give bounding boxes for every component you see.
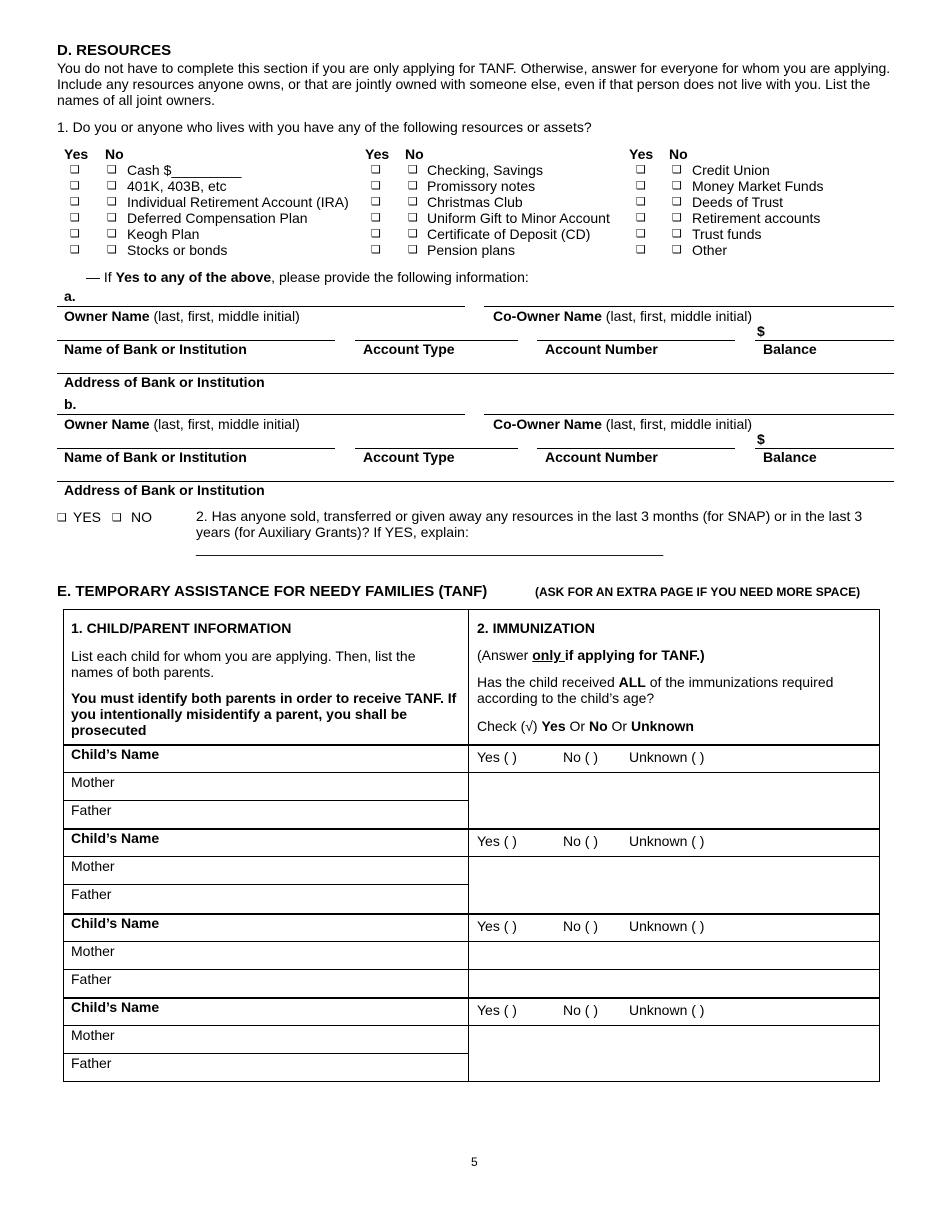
owner-name-label: Owner Name (last, first, middle initial) (64, 416, 300, 432)
no-checkbox[interactable]: ❑ (107, 243, 117, 256)
no-checkbox[interactable]: ❑ (672, 179, 682, 192)
section-d-title: D. RESOURCES (57, 42, 172, 59)
dollar-sign: $ (757, 323, 765, 339)
col1-yes-header: Yes (64, 146, 89, 162)
immunization-header: 2. IMMUNIZATION (477, 620, 595, 636)
bank-name-label: Name of Bank or Institution (64, 341, 247, 357)
resource-label: Other (692, 242, 728, 258)
child-name-field[interactable]: Child’s Name (71, 830, 160, 846)
father-field[interactable]: Father (71, 886, 112, 902)
coowner-name-label: Co-Owner Name (last, first, middle initial) (493, 308, 753, 324)
balance-label: Balance (763, 449, 817, 465)
immunization-no[interactable]: No ( ) (563, 833, 598, 849)
col2-yes-header: Yes (365, 146, 390, 162)
immunization-unknown[interactable]: Unknown ( ) (629, 1002, 705, 1018)
resource-label: Money Market Funds (692, 178, 824, 194)
if-yes-instruction: — If Yes to any of the above, please provide the following information: (86, 269, 529, 285)
question-2: 2. Has anyone sold, transferred or given away any resources in the last 3 months (for SNAP) or in the last 3 years (for Auxiliary Grants)? If YES, explain: ____________________________________________________________ (196, 508, 863, 556)
owner-name-line[interactable] (57, 414, 465, 415)
account-letter: b. (64, 396, 77, 412)
no-checkbox[interactable]: ❑ (672, 243, 682, 256)
question-1: 1. Do you or anyone who lives with you have any of the following resources or assets? (57, 119, 592, 135)
resource-label: Keogh Plan (127, 226, 200, 242)
q2-yes-label: YES (73, 509, 102, 525)
row-divider (63, 884, 468, 885)
resource-label: 401K, 403B, etc (127, 178, 227, 194)
immunization-yes[interactable]: Yes ( ) (477, 833, 517, 849)
row-divider (63, 828, 880, 830)
row-divider (63, 969, 880, 970)
row-divider (63, 941, 880, 942)
yes-checkbox[interactable]: ❑ (636, 211, 646, 224)
father-field[interactable]: Father (71, 1055, 112, 1071)
immunization-yes[interactable]: Yes ( ) (477, 1002, 517, 1018)
account-type-label: Account Type (363, 449, 455, 465)
balance-label: Balance (763, 341, 817, 357)
child-name-field[interactable]: Child’s Name (71, 915, 160, 931)
father-field[interactable]: Father (71, 802, 112, 818)
immunization-check-instruction: Check (√) Yes Or No Or Unknown (477, 718, 694, 734)
resource-label: Uniform Gift to Minor Account (427, 210, 610, 226)
mother-field[interactable]: Mother (71, 943, 115, 959)
child-name-field[interactable]: Child’s Name (71, 746, 160, 762)
resource-label: Cash $_________ (127, 162, 242, 178)
yes-checkbox[interactable]: ❑ (371, 227, 381, 240)
immunization-answer-note: (Answer only if applying for TANF.) (477, 647, 705, 663)
immunization-no[interactable]: No ( ) (563, 749, 598, 765)
yes-checkbox[interactable]: ❑ (636, 227, 646, 240)
immunization-yes[interactable]: Yes ( ) (477, 749, 517, 765)
no-checkbox[interactable]: ❑ (107, 227, 117, 240)
resource-label: Retirement accounts (692, 210, 821, 226)
yes-checkbox[interactable]: ❑ (636, 195, 646, 208)
row-divider (63, 1053, 468, 1054)
address-label: Address of Bank or Institution (64, 482, 265, 498)
q2-no-checkbox[interactable]: ❑ (112, 511, 122, 524)
resource-label: Christmas Club (427, 194, 523, 210)
resource-label: Pension plans (427, 242, 515, 258)
page-number: 5 (471, 1155, 478, 1169)
father-field[interactable]: Father (71, 971, 112, 987)
yes-checkbox[interactable]: ❑ (371, 211, 381, 224)
address-label: Address of Bank or Institution (64, 374, 265, 390)
col2-no-header: No (405, 146, 424, 162)
yes-checkbox[interactable]: ❑ (371, 243, 381, 256)
owner-name-label: Owner Name (last, first, middle initial) (64, 308, 300, 324)
row-divider (63, 856, 880, 857)
yes-checkbox[interactable]: ❑ (70, 227, 80, 240)
yes-checkbox[interactable]: ❑ (70, 211, 80, 224)
row-divider (63, 997, 880, 999)
dollar-sign: $ (757, 431, 765, 447)
account-letter: a. (64, 288, 76, 304)
no-checkbox[interactable]: ❑ (672, 211, 682, 224)
section-d-intro: You do not have to complete this section if you are only applying for TANF. Otherwise, answer for everyone for whom you are applying. Include any resources anyone owns, or that are jointly owned with someone else, even if that person does not live with you. List the names of all joint owners. (57, 60, 891, 108)
col1-no-header: No (105, 146, 124, 162)
row-divider (63, 744, 880, 746)
owner-name-line[interactable] (57, 306, 465, 307)
no-checkbox[interactable]: ❑ (408, 211, 418, 224)
resource-label: Trust funds (692, 226, 762, 242)
yes-checkbox[interactable]: ❑ (70, 163, 80, 176)
col3-yes-header: Yes (629, 146, 654, 162)
col3-no-header: No (669, 146, 688, 162)
coowner-name-label: Co-Owner Name (last, first, middle initial) (493, 416, 753, 432)
no-checkbox[interactable]: ❑ (408, 179, 418, 192)
resource-label: Deferred Compensation Plan (127, 210, 308, 226)
row-divider (63, 772, 880, 773)
no-checkbox[interactable]: ❑ (408, 243, 418, 256)
q2-yes-checkbox[interactable]: ❑ (57, 511, 67, 524)
child-parent-instructions: List each child for whom you are applying. Then, list the names of both parents. (71, 648, 416, 680)
yes-checkbox[interactable]: ❑ (70, 195, 80, 208)
yes-checkbox[interactable]: ❑ (636, 243, 646, 256)
resource-label: Individual Retirement Account (IRA) (127, 194, 349, 210)
bank-name-label: Name of Bank or Institution (64, 449, 247, 465)
mother-field[interactable]: Mother (71, 1027, 115, 1043)
resource-label: Promissory notes (427, 178, 536, 194)
immunization-question: Has the child received ALL of the immunizations required according to the child’s age? (477, 674, 834, 706)
yes-checkbox[interactable]: ❑ (70, 179, 80, 192)
yes-checkbox[interactable]: ❑ (636, 163, 646, 176)
child-parent-header: 1. CHILD/PARENT INFORMATION (71, 620, 292, 636)
yes-checkbox[interactable]: ❑ (371, 195, 381, 208)
account-number-label: Account Number (545, 449, 658, 465)
immunization-yes[interactable]: Yes ( ) (477, 918, 517, 934)
section-e-title: E. TEMPORARY ASSISTANCE FOR NEEDY FAMILIES (TANF) (57, 583, 488, 600)
resource-label: Stocks or bonds (127, 242, 228, 258)
no-checkbox[interactable]: ❑ (672, 195, 682, 208)
no-checkbox[interactable]: ❑ (107, 179, 117, 192)
mother-field[interactable]: Mother (71, 774, 115, 790)
coowner-name-line[interactable] (484, 306, 894, 307)
no-checkbox[interactable]: ❑ (107, 195, 117, 208)
no-checkbox[interactable]: ❑ (672, 163, 682, 176)
no-checkbox[interactable]: ❑ (672, 227, 682, 240)
account-type-label: Account Type (363, 341, 455, 357)
coowner-name-line[interactable] (484, 414, 894, 415)
immunization-unknown[interactable]: Unknown ( ) (629, 749, 705, 765)
immunization-no[interactable]: No ( ) (563, 1002, 598, 1018)
yes-checkbox[interactable]: ❑ (371, 163, 381, 176)
row-divider (63, 1025, 880, 1026)
resource-label: Certificate of Deposit (CD) (427, 226, 591, 242)
table-divider (468, 609, 469, 1082)
immunization-unknown[interactable]: Unknown ( ) (629, 833, 705, 849)
yes-checkbox[interactable]: ❑ (70, 243, 80, 256)
yes-checkbox[interactable]: ❑ (636, 179, 646, 192)
resource-label: Credit Union (692, 162, 770, 178)
child-name-field[interactable]: Child’s Name (71, 999, 160, 1015)
section-e-note: (ASK FOR AN EXTRA PAGE IF YOU NEED MORE SPACE) (535, 585, 861, 599)
row-divider (63, 800, 468, 801)
no-checkbox[interactable]: ❑ (107, 211, 117, 224)
no-checkbox[interactable]: ❑ (408, 163, 418, 176)
no-checkbox[interactable]: ❑ (107, 163, 117, 176)
immunization-no[interactable]: No ( ) (563, 918, 598, 934)
immunization-unknown[interactable]: Unknown ( ) (629, 918, 705, 934)
yes-checkbox[interactable]: ❑ (371, 179, 381, 192)
account-number-label: Account Number (545, 341, 658, 357)
resource-label: Checking, Savings (427, 162, 543, 178)
no-checkbox[interactable]: ❑ (408, 195, 418, 208)
mother-field[interactable]: Mother (71, 858, 115, 874)
resource-label: Deeds of Trust (692, 194, 784, 210)
q2-no-label: NO (131, 509, 152, 525)
child-parent-warning: You must identify both parents in order to receive TANF. If you intentionally misidentify a parent, you shall be prosecuted (71, 690, 457, 738)
no-checkbox[interactable]: ❑ (408, 227, 418, 240)
row-divider (63, 913, 880, 915)
